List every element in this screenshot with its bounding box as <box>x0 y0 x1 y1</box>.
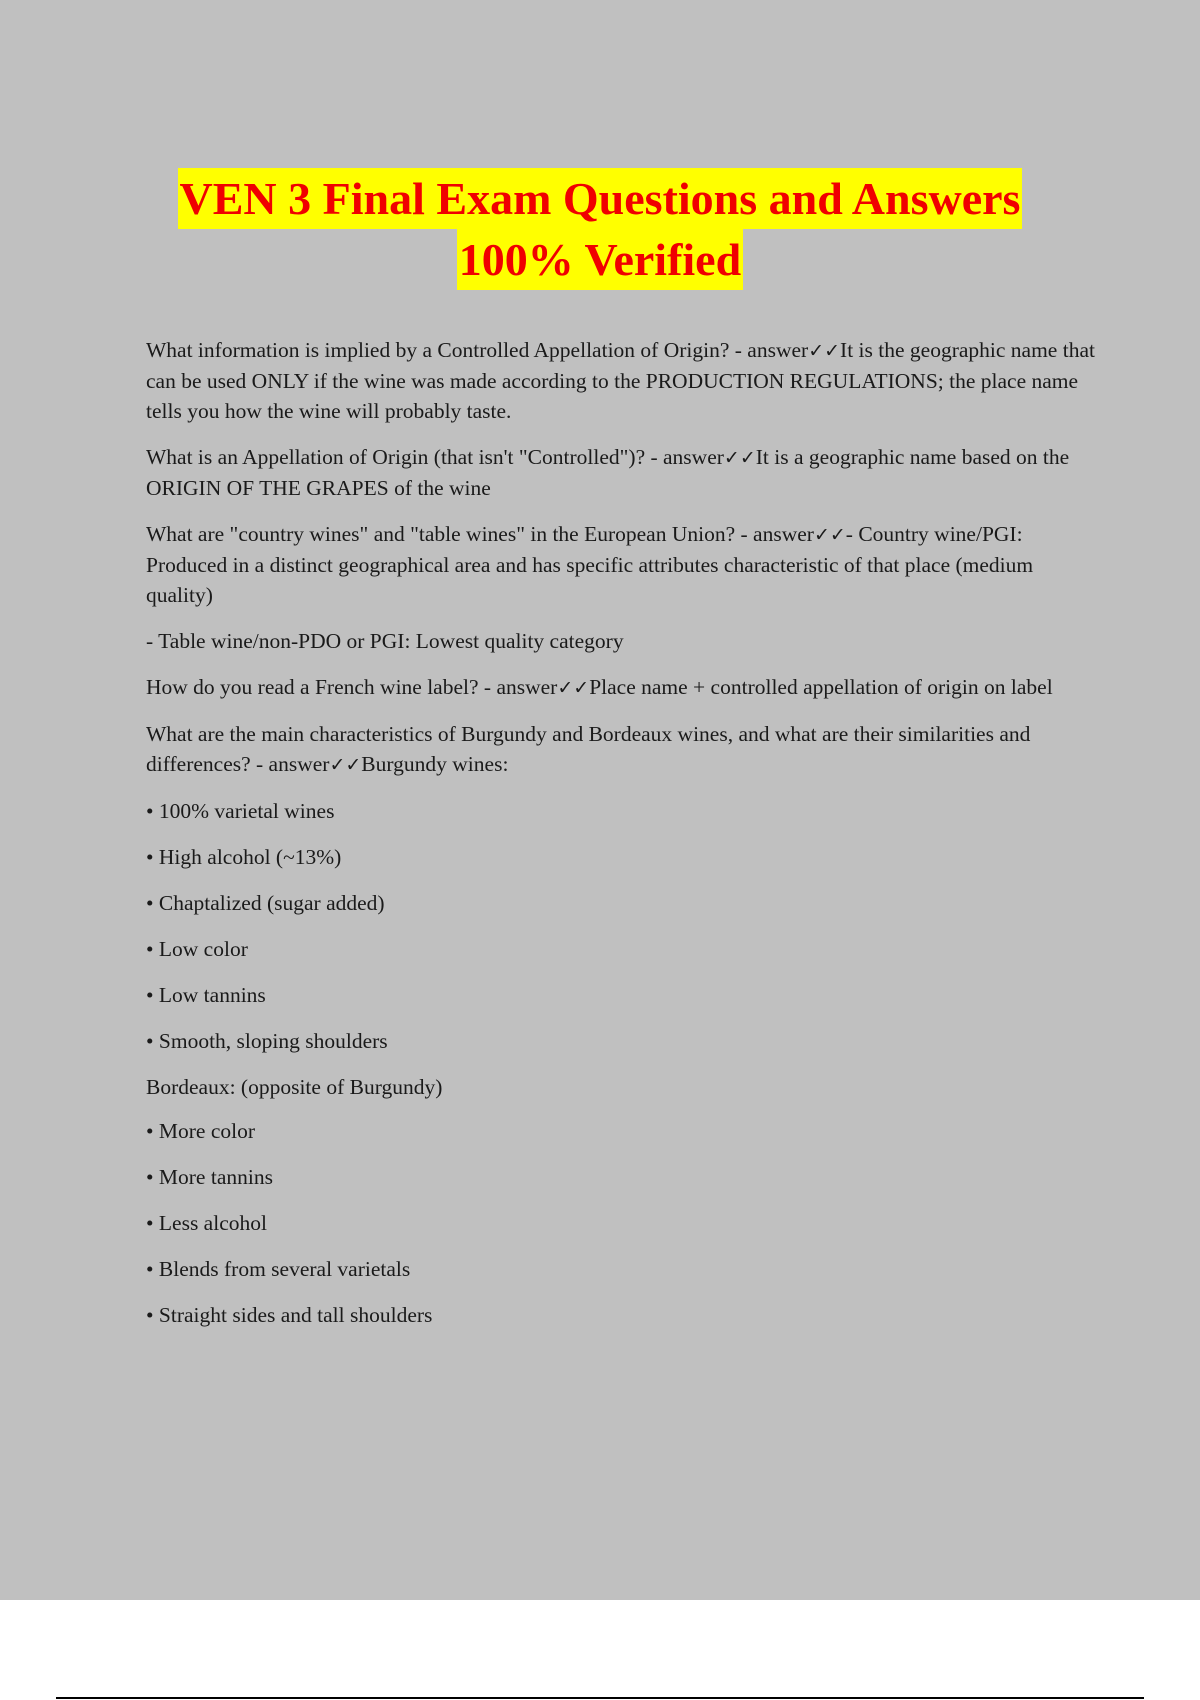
double-check-icon: ✓✓ <box>813 524 846 546</box>
document-title <box>0 168 1200 290</box>
list-item: • More color <box>146 1119 256 1143</box>
list-item: • 100% varietal wines <box>146 799 335 823</box>
double-check-icon: ✓✓ <box>723 447 756 469</box>
question-text: What are "country wines" and "table wines" in the European Union? - answer <box>146 522 814 546</box>
list-item: • More tannins <box>146 1165 273 1189</box>
list-item: • High alcohol (~13%) <box>146 845 342 869</box>
double-check-icon: ✓✓ <box>329 754 362 776</box>
title-line-2: 100% Verified <box>457 229 743 290</box>
qa-paragraph <box>146 442 1096 503</box>
list-item: • Low color <box>146 937 248 961</box>
list-item: • Smooth, sloping shoulders <box>146 1029 388 1053</box>
question-text: What information is implied by a Controlled Appellation of Origin? - answer <box>146 338 809 362</box>
qa-paragraph <box>146 672 1096 703</box>
qa-paragraph <box>146 335 1096 426</box>
document-body <box>146 335 1096 1346</box>
list-item: • Chaptalized (sugar added) <box>146 891 385 915</box>
double-check-icon: ✓✓ <box>808 340 841 362</box>
answer-text: - Country wine/PGI: Produced in a distinct geographical area and has specific attributes characteristic of that place (medium quality) <box>146 522 1034 607</box>
list-item: • Less alcohol <box>146 1211 267 1235</box>
qa-paragraph <box>146 719 1096 780</box>
question-text: How do you read a French wine label? - answer <box>146 675 558 699</box>
footer-divider <box>56 1697 1144 1699</box>
bordeaux-heading: Bordeaux: (opposite of Burgundy) <box>146 1075 443 1099</box>
double-check-icon: ✓✓ <box>557 677 590 699</box>
answer-text: It is a geographic name based on the ORIGIN OF THE GRAPES of the wine <box>146 445 1070 500</box>
list-item: • Low tannins <box>146 983 266 1007</box>
answer-text: Place name + controlled appellation of origin on label <box>589 675 1053 699</box>
question-text: What are the main characteristics of Burgundy and Bordeaux wines, and what are their similarities and differences? - answer <box>146 722 1031 776</box>
answer-text: Burgundy wines: <box>361 752 509 776</box>
answer-text: It is the geographic name that can be used ONLY if the wine was made according to the PRODUCTION REGULATIONS; the place name tells you how the wine will probably taste. <box>146 338 1095 423</box>
question-text: What is an Appellation of Origin (that isn't "Controlled")? - answer <box>146 445 724 469</box>
qa-paragraph <box>146 519 1096 610</box>
list-item: • Blends from several varietals <box>146 1257 411 1281</box>
list-item: • Straight sides and tall shoulders <box>146 1303 433 1327</box>
table-wine-line: - Table wine/non-PDO or PGI: Lowest quality category <box>146 629 624 653</box>
title-line-1: VEN 3 Final Exam Questions and Answers <box>178 168 1023 229</box>
